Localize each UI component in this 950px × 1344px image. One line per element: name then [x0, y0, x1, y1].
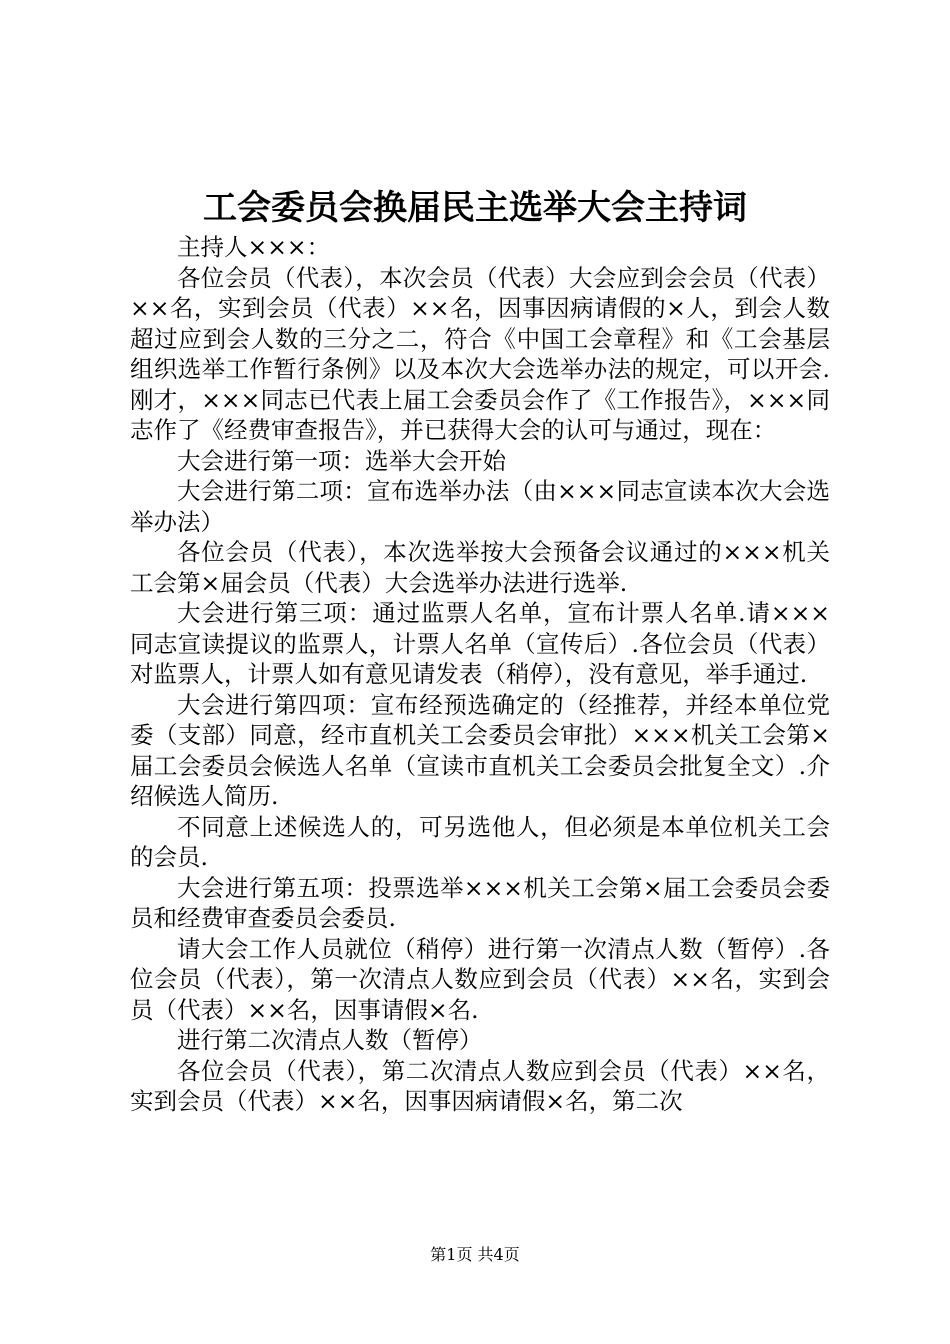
paragraph-election-method: 各位会员（代表），本次选举按大会预备会议通过的×××机关工会第×届会员（代表）大会选举办法进行选举. — [130, 538, 830, 597]
paragraph-opening: 各位会员（代表），本次会员（代表）大会应到会会员（代表）××名，实到会员（代表）××名，因事因病请假的×人，到会人数超过应到会人数的三分之二，符合《中国工会章程》和《工会基层组织选举工作暂行条例》以及本次大会选举办法的规定，可以开会.刚才，×××同志已代表上届工会委员会作了《工作报告》，×××同志作了《经费审查报告》，并已获得大会的认可与通过，现在： — [130, 263, 830, 444]
paragraph-item-5: 大会进行第五项：投票选举×××机关工会第×届工会委员会委员和经费审查委员会委员. — [130, 873, 830, 932]
paragraph-host: 主持人×××： — [177, 233, 331, 261]
paragraph-item-1: 大会进行第一项：选举大会开始 — [177, 446, 506, 475]
paragraph-first-count: 请大会工作人员就位（稍停）进行第一次清点人数（暂停）.各位会员（代表），第一次清点人数应到会员（代表）××名，实到会员（代表）××名，因事请假×名. — [130, 934, 830, 1024]
document-title: 工会委员会换届民主选举大会主持词 — [203, 188, 747, 228]
paragraph-item-4: 大会进行第四项：宣布经预选确定的（经推荐，并经本单位党委（支部）同意，经市直机关工会委员会审批）×××机关工会第×届工会委员会候选人名单（宣读市直机关工会委员会批复全文）.介绍候选人简历. — [130, 690, 830, 810]
paragraph-item-3: 大会进行第三项：通过监票人名单，宣布计票人名单.请×××同志宣读提议的监票人，计票人名单（宣传后）.各位会员（代表）对监票人，计票人如有意见请发表（稍停），没有意见，举手通过. — [130, 599, 830, 688]
paragraph-second-count-result: 各位会员（代表），第二次清点人数应到会员（代表）××名，实到会员（代表）××名，因事因病请假×名，第二次 — [130, 1056, 830, 1115]
page-number: 第1页 共4页 — [430, 1245, 520, 1264]
document-body — [130, 232, 830, 1117]
paragraph-other-candidates: 不同意上述候选人的，可另选他人，但必须是本单位机关工会的会员. — [130, 812, 830, 871]
paragraph-item-2: 大会进行第二项：宣布选举办法（由×××同志宣读本次大会选举办法） — [130, 477, 830, 536]
paragraph-second-count: 进行第二次清点人数（暂停） — [177, 1026, 483, 1054]
